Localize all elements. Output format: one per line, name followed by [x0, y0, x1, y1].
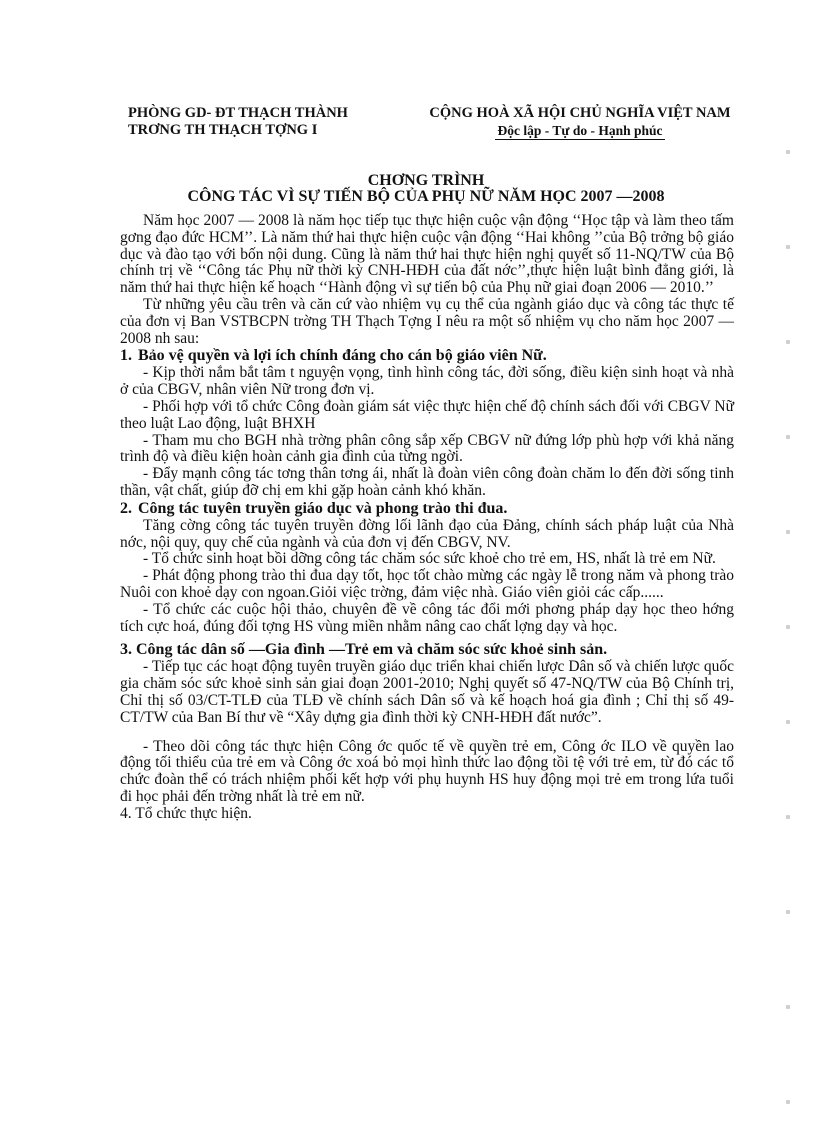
list-item: - Tham mu cho BGH nhà trờng phân công sắp xếp CBGV nữ đứng lớp phù hợp với khả năng trình độ và điều kiện hoàn cảnh gia đình của từng ngời. — [120, 431, 734, 466]
edge-marker — [786, 530, 790, 534]
edge-marker — [786, 625, 790, 629]
section-number: 2. — [120, 499, 132, 517]
section-3 — [120, 641, 734, 726]
edge-marker — [786, 1100, 790, 1104]
edge-marker — [786, 720, 790, 724]
list-item: - Phối hợp với tổ chức Công đoàn giám sát việc thực hiện chế độ chính sách đối với CBGV Nữ theo luật Lao động, luật BHXH — [120, 397, 734, 432]
page-edge-markers — [786, 150, 792, 1110]
national-title: CỘNG HOÀ XÃ HỘI CHỦ NGHĨA VIỆT NAM — [429, 105, 731, 121]
section-title: Bảo vệ quyền và lợi ích chính đáng cho cán bộ giáo viên Nữ. — [138, 347, 547, 365]
section-title: Công tác tuyên truyền giáo dục và phong trào thi đua. — [138, 499, 508, 517]
edge-marker — [786, 245, 790, 249]
list-item: - Phát động phong trào thi đua dạy tốt, học tốt chào mừng các ngày lễ trong năm và phong trào Nuôi con khoẻ dạy con ngoan.Giỏi việc trờng, đảm việc nhà. Giáo viên giỏi các cấp...... — [120, 567, 734, 601]
list-item: Tăng cờng công tác tuyên truyền đờng lối lãnh đạo của Đảng, chính sách pháp luật của Nhà nớc, nội quy, quy chế của ngành và của đơn vị đến CBGV, NV. — [120, 516, 734, 551]
edge-marker — [786, 910, 790, 914]
section-4-heading: 4. Tổ chức thực hiện. — [120, 804, 252, 822]
section-1-heading — [120, 347, 734, 365]
document-title: CHƠNG TRÌNH — [367, 172, 485, 189]
list-item: - Kịp thời nắm bắt tâm t nguyện vọng, tình hình công tác, đời sống, điều kiện sinh hoạt và nhà ở của CBGV, nhân viên Nữ trong đơn vị. — [120, 364, 734, 399]
section-number: 1. — [120, 347, 132, 365]
edge-marker — [786, 815, 790, 819]
list-item: - Đẩy mạnh công tác tơng thân tơng ái, nhất là đoàn viên công đoàn chăm lo đến đời sống tinh thần, vật chất, giúp đỡ chị em khi gặp hoàn cảnh khó khăn. — [120, 465, 734, 499]
edge-marker — [786, 1005, 790, 1009]
national-header — [415, 105, 745, 140]
section-3-heading: 3. Công tác dân số —Gia đình —Trẻ em và chăm sóc sức khoẻ sinh sản. — [120, 641, 608, 659]
agency-name: PHÒNG GD- ĐT THẠCH THÀNH — [128, 105, 348, 121]
intro-paragraph: Từ những yêu cầu trên và căn cứ vào nhiệm vụ cụ thể của ngành giáo dục và công tác thực tế của đơn vị Ban VSTBCPN trờng TH Thạch Tợng I nêu ra một số nhiệm vụ cho năm học 2007 — 2008 nh sau: — [120, 295, 734, 347]
agency-header — [128, 105, 348, 139]
section-2-heading — [120, 500, 734, 518]
document-subtitle: CÔNG TÁC VÌ SỰ TIẾN BỘ CỦA PHỤ NỮ NĂM HỌC 2007 —2008 — [187, 188, 665, 205]
closing-paragraph: - Theo dõi công tác thực hiện Công ớc quốc tế về quyền trẻ em, Công ớc ILO về quyền lao động tối thiểu của trẻ em và Công ớc xoá bỏ mọi hình thức lao động tồi tệ với trẻ em, từ đó các tổ chức đoàn thể có trách nhiệm phối kết hợp với phụ huynh HS huy động mọi trẻ em trong lứa tuổi đi học phải đến trờng nhất là trẻ em nữ. — [120, 737, 734, 805]
national-motto: Độc lập - Tự do - Hạnh phúc — [497, 123, 663, 138]
edge-marker — [786, 150, 790, 154]
section-3-paragraph: - Tiếp tục các hoạt động tuyên truyền giáo dục triển khai chiến lược Dân số và chiến lược quốc gia chăm sóc sức khoẻ sinh sản giai đoạn 2001-2010; Nghị quyết số 47-NQ/TW của Bộ Chính trị, Chỉ thị số 03/CT-TLĐ của TLĐ về chính sách Dân số và kế hoạch hoá gia đình ; Chỉ thị số 49-CT/TW của Ban Bí thư về “Xây dựng gia đình thời kỳ CNH-HĐH đất nước”. — [120, 658, 734, 726]
school-name: TRƠNG TH THẠCH TỢNG I — [128, 122, 318, 138]
edge-marker — [786, 435, 790, 439]
list-item: - Tổ chức các cuộc hội thảo, chuyên đề về công tác đổi mới phơng pháp dạy học theo hớng tích cực hoá, đúng đối tợng HS vùng miền nhằm nâng cao chất lợng dạy và học. — [120, 600, 734, 635]
intro-paragraph: Năm học 2007 — 2008 là năm học tiếp tục thực hiện cuộc vận động ‘‘Học tập và làm theo tấm gơng đạo đức HCM’’. Là năm thứ hai thực hiện cuộc vận động ‘‘Hai không ’’của Bộ trởng bộ giáo dục và đào tạo với bốn nội dung. Cũng là năm thứ hai thực hiện nghị quyết số 11-NQ/TW của Bộ chính trị về ‘‘Công tác Phụ nữ thời kỳ CNH-HĐH của đất nớc’’,thực hiện luật bình đẳng giới, là năm thứ hai thực hiện kế hoạch ‘‘Hành động vì sự tiến bộ của Phụ nữ giai đoạn 2006 — 2010.’’ — [120, 212, 734, 297]
spacer — [120, 727, 734, 739]
document-body — [120, 213, 734, 823]
edge-marker — [786, 340, 790, 344]
list-item: - Tổ chức sinh hoạt bồi dỡng công tác chăm sóc sức khoẻ cho trẻ em, HS, nhất là trẻ em Nữ. — [143, 550, 716, 568]
